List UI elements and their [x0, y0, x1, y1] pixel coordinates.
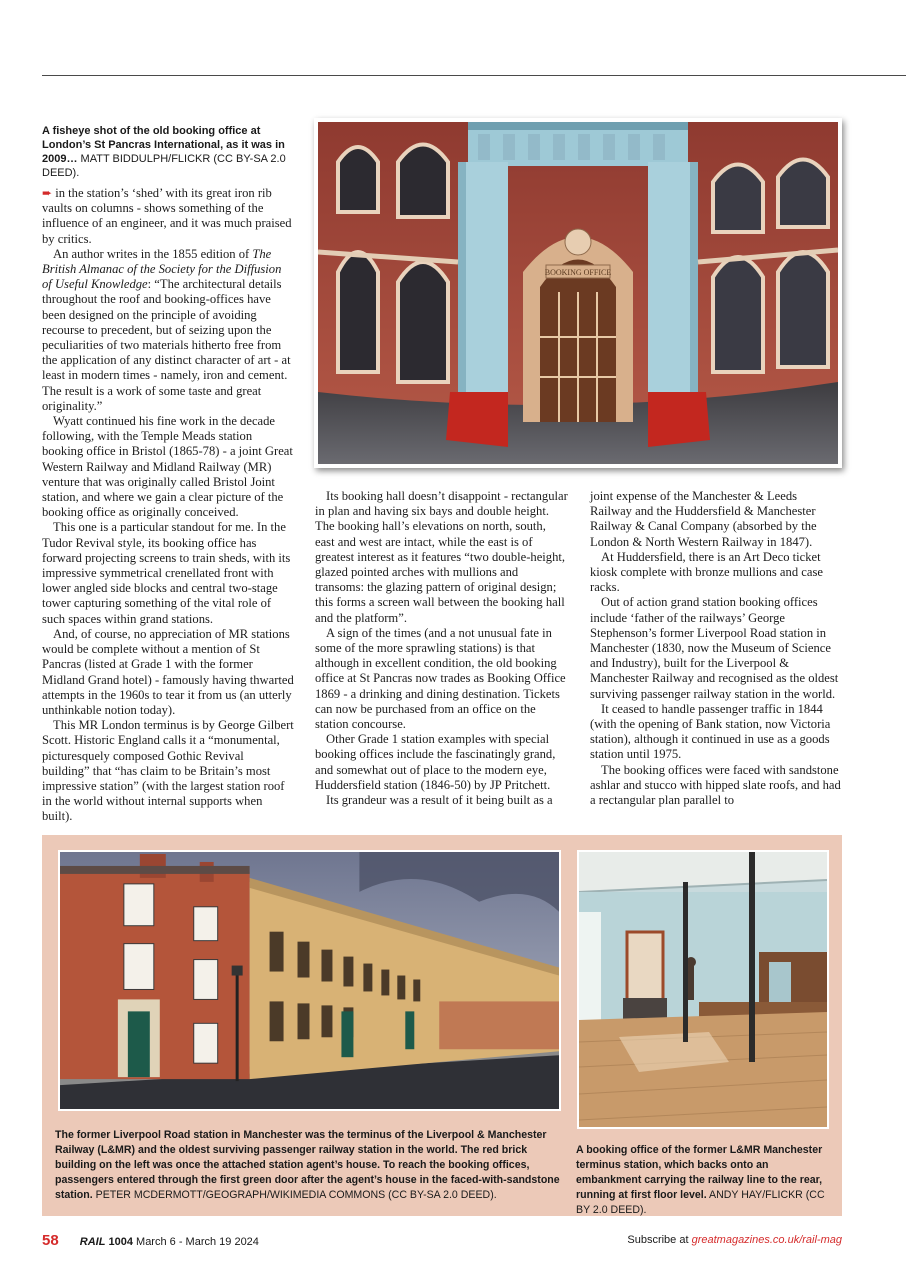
- paragraph: It ceased to handle passenger traffic in 1844 (with the opening of Bank station, now Victoria station), although it continued in use as a goods station until 1975.: [590, 701, 831, 762]
- subscribe-link[interactable]: greatmagazines.co.uk/rail-mag: [691, 1234, 842, 1246]
- liverpool-road-station-photo: [58, 850, 561, 1111]
- subscribe-label: Subscribe at: [627, 1234, 689, 1246]
- magazine-name: RAIL: [79, 1236, 106, 1248]
- top-caption-credit: MATT BIDDULPH/FLICKR (CC BY-SA 2.0 DEED).: [42, 153, 286, 179]
- issue-number: 1004: [108, 1236, 133, 1248]
- top-caption-title: A fisheye shot of the old booking office at London’s St Pancras International, as it was in 2009…: [42, 125, 285, 165]
- st-pancras-booking-office-photo: [314, 118, 842, 468]
- paragraph: The booking offices were faced with sandstone ashlar and stucco with hipped slate roofs, and had a rectangular plan parallel to: [590, 762, 841, 808]
- paragraph: Wyatt continued his fine work in the decade following, with the Temple Meads station booking office in Bristol (1865-78) - a joint Great Western Railway and Midland Railway (MR) venture that was originally called Bristol Joint station, and where we gain a clear picture of the booking office as originally conceived.: [42, 414, 293, 520]
- paragraph-text: : “The architectural details throughout the roof and booking-offices have been designed on the principle of avoiding recourse to precedent, but of seizing upon the peculiarities of two materials hitherto free from the application of any distinct character of art - at least in modern times - namely, iron and cement. The result is a work of some taste and great originality.”: [42, 277, 291, 413]
- paragraph: joint expense of the Manchester & Leeds Railway and the Huddersfield & Manchester Railway & Canal Company (absorbed by the London & North Western Railway in 1847).: [590, 489, 817, 549]
- footer-folio: [42, 1232, 259, 1249]
- bottom-right-caption-credit: ANDY HAY/FLICKR (CC BY 2.0 DEED).: [576, 1189, 825, 1216]
- booking-office-sign: BOOKING OFFICE: [544, 268, 612, 277]
- paragraph-text: An author writes in the 1855 edition of: [53, 246, 250, 261]
- bottom-left-caption-title: The former Liverpool Road station in Manchester was the terminus of the Liverpool & Manchester Railway (L&MR) and the oldest surviving passenger railway station in the world. The red brick building on the left was once the attached station agent’s house. To reach the booking offices, passengers entered through the first green door after the agent’s house in the faced-with-sandstone station.: [55, 1129, 560, 1201]
- footer-subscribe: [627, 1234, 842, 1246]
- bottom-left-caption: [55, 1128, 567, 1203]
- liverpool-road-photo-illustration: [60, 852, 559, 1109]
- bottom-right-caption-title: A booking office of the former L&MR Manchester terminus station, which backs onto an embankment carrying the railway line to the rear, running at first floor level.: [576, 1144, 823, 1201]
- top-photo-caption: [42, 124, 300, 180]
- continued-arrow-icon: ➨: [42, 186, 53, 200]
- paragraph: [42, 186, 294, 247]
- article-column-3: [590, 489, 842, 808]
- paragraph: A sign of the times (and a not unusual fate in some of the more sprawling stations) is that although in excellent condition, the old booking office at St Pancras now trades as Booking Office 1869 - a drinking and dining destination. Tickets can now be purchased from an office on the station concourse.: [315, 625, 566, 732]
- paragraph: Other Grade 1 station examples with special booking offices include the fascinatingly grand, and somewhat out of place to the modern eye, Huddersfield station (1846-50) by JP Pritchett.: [315, 732, 556, 792]
- top-rule: [42, 75, 906, 76]
- issue-dates: March 6 - March 19 2024: [136, 1236, 259, 1248]
- paragraph: This MR London terminus is by George Gilbert Scott. Historic England calls it a “monumental, picturesquely composed Gothic Revival building” that “has claim to be Britain’s most impressive station” (with the largest station roof in the world without internal supports when built).: [42, 718, 294, 824]
- booking-office-interior-photo: [577, 850, 829, 1129]
- bottom-left-caption-credit: PETER MCDERMOTT/GEOGRAPH/WIKIMEDIA COMMONS (CC BY-SA 2.0 DEED).: [95, 1189, 497, 1201]
- bottom-right-caption: [576, 1143, 834, 1218]
- paragraph: Its booking hall doesn’t disappoint - rectangular in plan and having six bays and double height. The booking hall’s elevations on north, south, east and west are intact, while the east is of greatest interest as it features “two double-height, glazed pointed arches with mullions and transoms: the glazing pattern of original design; this forms a screen wall between the booking hall and the platform”.: [315, 489, 568, 625]
- article-column-2: [315, 489, 568, 808]
- paragraph: [42, 247, 294, 414]
- paragraph-text: in the station’s ‘shed’ with its great iron rib vaults on columns - shows something of the influence of an engineer, and it was much praised by critics.: [42, 186, 292, 246]
- paragraph: And, of course, no appreciation of MR stations would be complete without a mention of St Pancras (listed at Grade 1 with the former Midland Grand hotel) - famously having thwarted attempts in the 1960s to tear it from us (an utterly unthinkable notion today).: [42, 626, 294, 717]
- paragraph: Its grandeur was a result of it being built as a: [326, 793, 553, 808]
- interior-photo-illustration: [579, 852, 827, 1127]
- paragraph: At Huddersfield, there is an Art Deco ticket kiosk complete with bronze mullions and case racks.: [590, 549, 823, 595]
- page-number: 58: [42, 1232, 59, 1249]
- article-column-1: [42, 186, 294, 825]
- publication-title: The British Almanac of the Society for the Diffusion of Useful Knowledge: [42, 246, 282, 292]
- paragraph: This one is a particular standout for me. In the Tudor Revival style, its booking office has forward projecting screens to train sheds, with its impressive symmetrical crenellated front with lower angled side blocks and central two-stage tower capturing something of the vital role of such spaces within grand stations.: [42, 520, 291, 626]
- st-pancras-photo-illustration: [318, 122, 838, 464]
- paragraph: Out of action grand station booking offices include ‘father of the railways’ George Stephenson’s former Liverpool Road station in Manchester (1830, now the Museum of Science and Industry), built for the Liverpool & Manchester Railway and recognised as the oldest surviving passenger railway station in the world.: [590, 595, 839, 701]
